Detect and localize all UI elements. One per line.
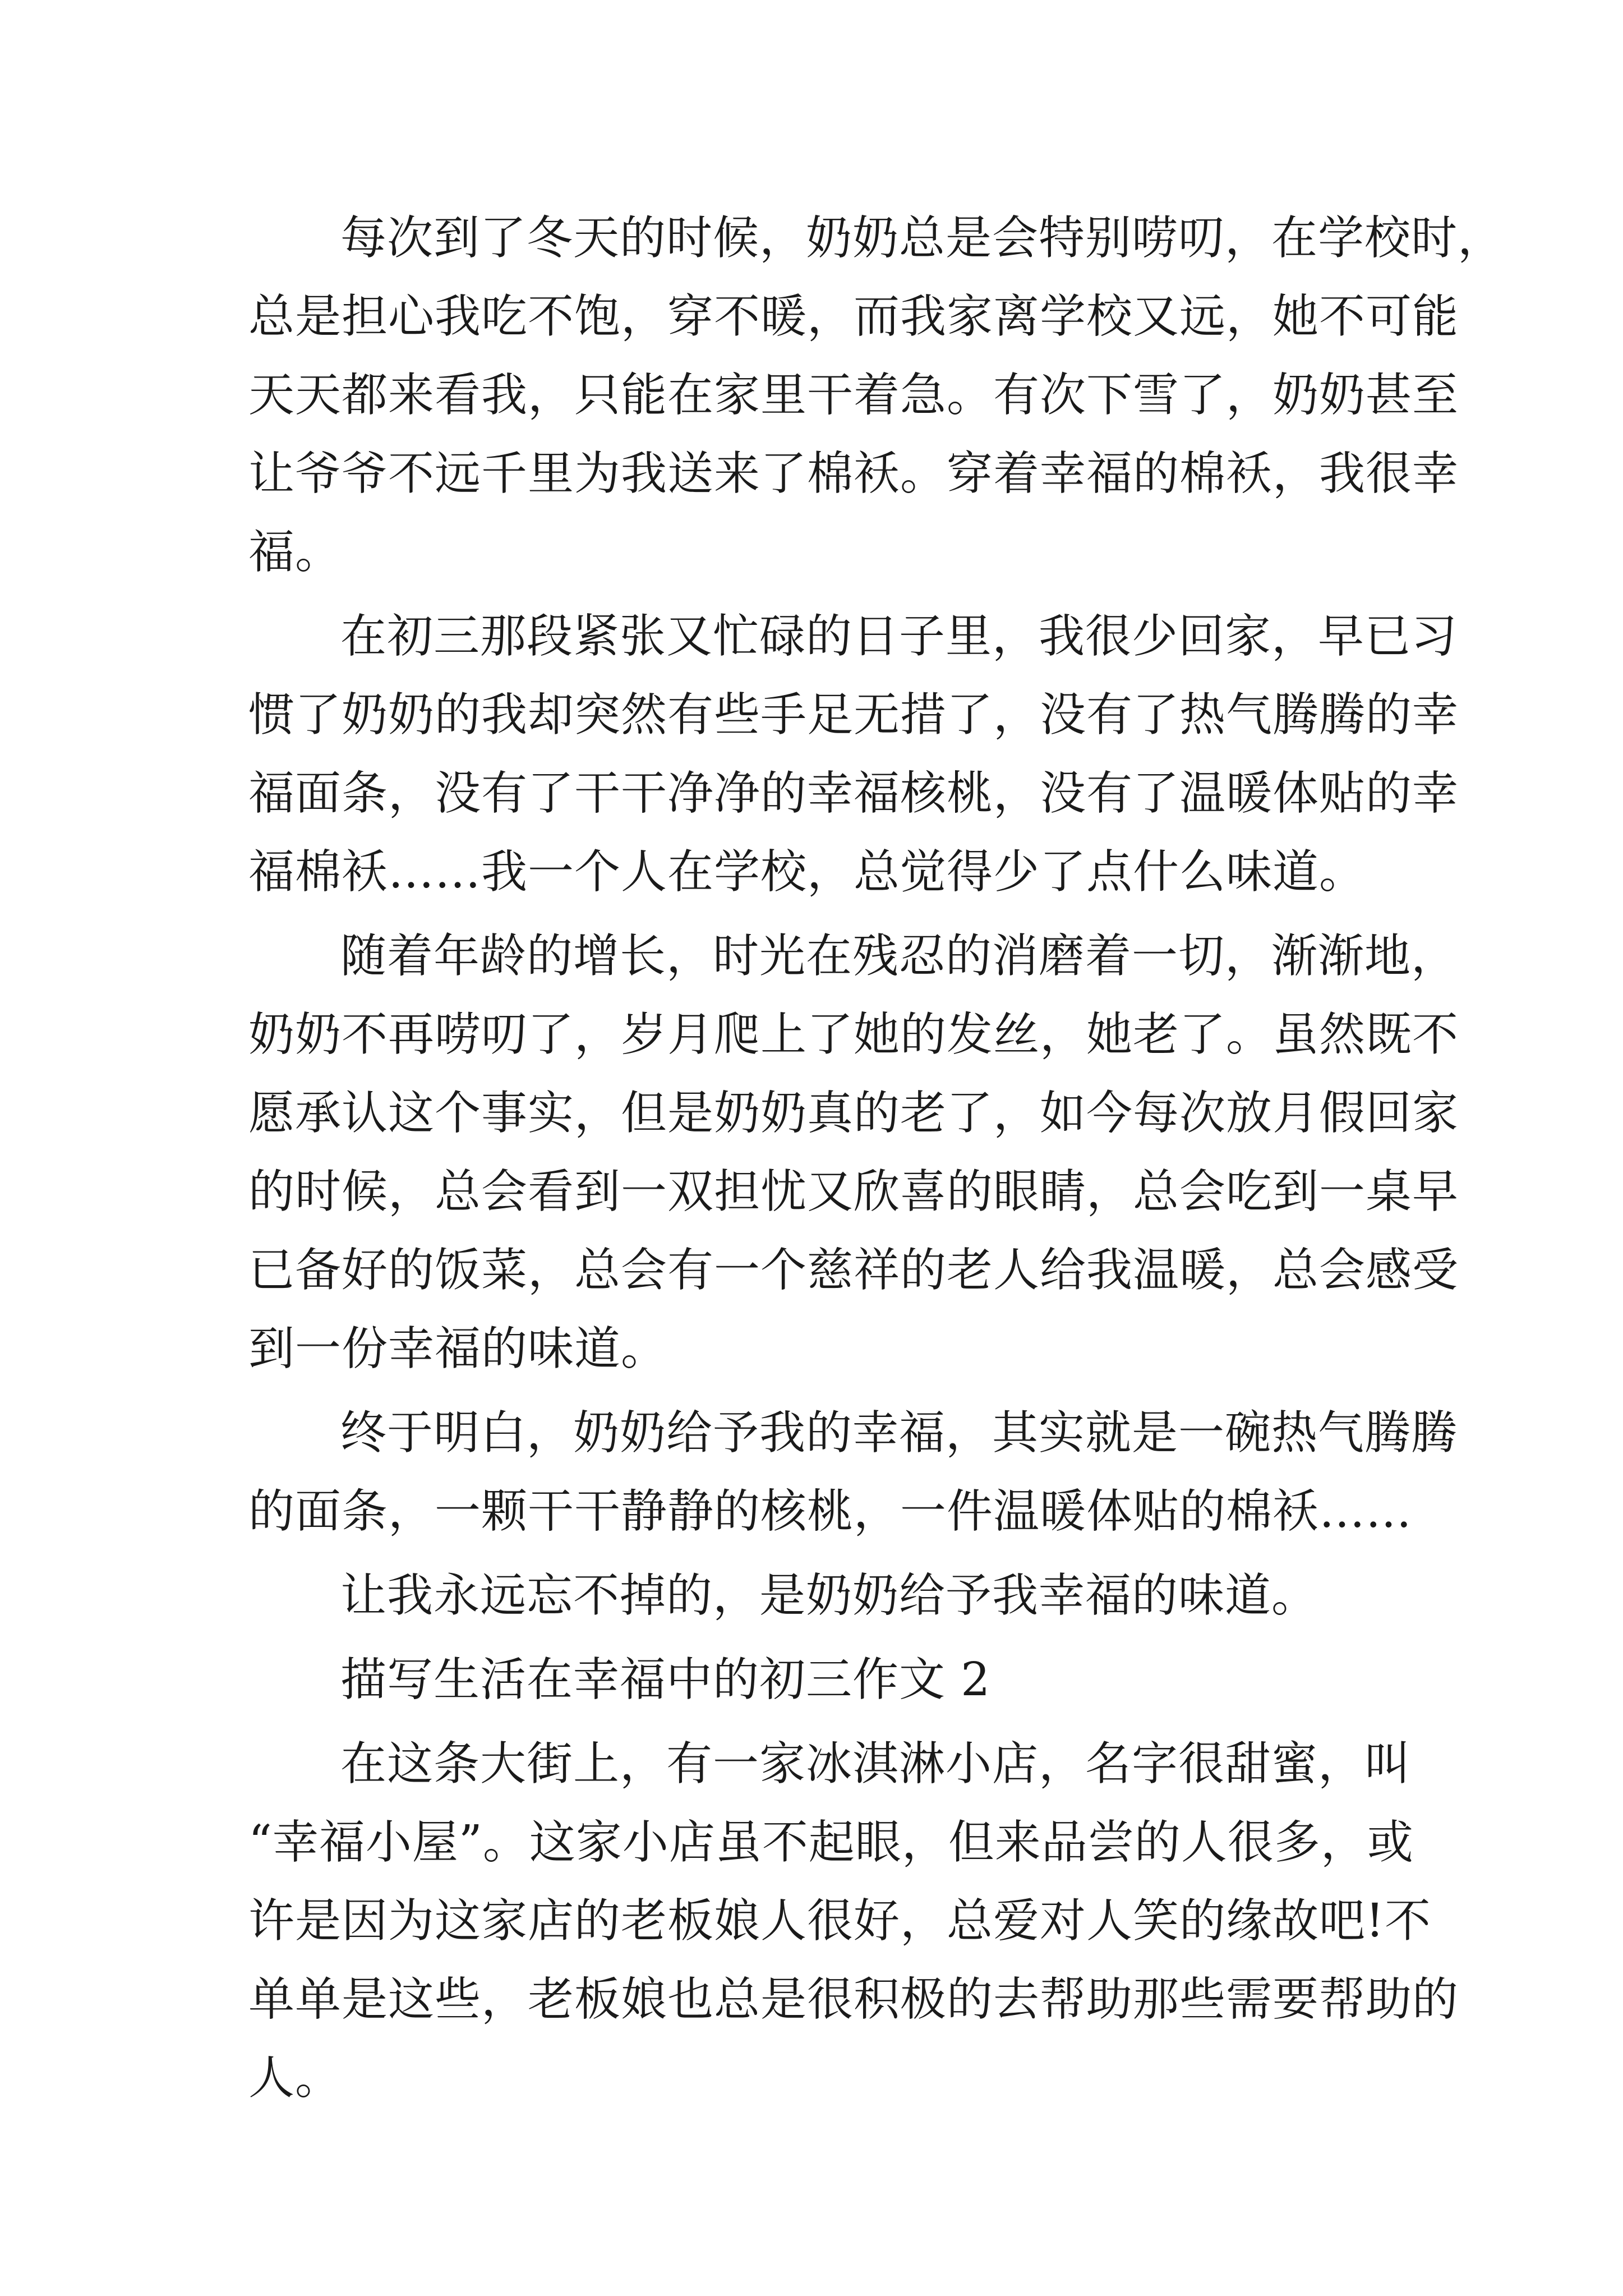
text-line: 随着年龄的增长，时光在残忍的消磨着一切，渐渐地， [340,930,1458,983]
text-line: 天天都来看我，只能在家里干着急。有次下雪了，奶奶甚至 [248,369,1459,422]
text-line: 的面条，一颗干干静静的核桃，一件温暖体贴的棉袄…… [248,1485,1413,1538]
text-line: 的时候，总会看到一双担忧又欣喜的眼睛，总会吃到一桌早 [248,1165,1459,1218]
text-line: 让我永远忘不掉的，是奶奶给予我幸福的味道。 [340,1569,1318,1622]
text-line: 终于明白，奶奶给予我的幸福，其实就是一碗热气腾腾 [340,1406,1458,1460]
text-line: 每次到了冬天的时候，奶奶总是会特别唠叨，在学校时， [340,211,1505,265]
text-line: 在这条大街上，有一家冰淇淋小店，名字很甜蜜，叫 [340,1737,1412,1791]
text-line: 许是因为这家店的老板娘人很好，总爱对人笑的缘故吧!不 [248,1894,1431,1948]
text-line: 到一份幸福的味道。 [248,1322,668,1375]
text-line: 愿承认这个事实，但是奶奶真的老了，如今每次放月假回家 [248,1087,1459,1140]
text-line: 已备好的饭菜，总会有一个慈祥的老人给我温暖，总会感受 [248,1244,1459,1297]
text-line: 惯了奶奶的我却突然有些手足无措了，没有了热气腾腾的幸 [248,688,1459,742]
text-line: 单单是这些，老板娘也总是很积极的去帮助那些需要帮助的 [248,1973,1459,2026]
section-heading: 描写生活在幸福中的初三作文 2 [340,1653,991,1706]
text-line: 总是担心我吃不饱，穿不暖，而我家离学校又远，她不可能 [248,290,1459,343]
text-line: 福。 [248,526,342,579]
text-line: 让爷爷不远千里为我送来了棉袄。穿着幸福的棉袄，我很幸 [248,447,1459,500]
text-line: 福面条，没有了干干净净的幸福核桃，没有了温暖体贴的幸 [248,767,1459,820]
text-line: 福棉袄……我一个人在学校，总觉得少了点什么味道。 [248,845,1366,899]
text-line: 人。 [248,2051,342,2105]
text-line: 奶奶不再唠叨了，岁月爬上了她的发丝，她老了。虽然既不 [248,1008,1459,1061]
text-line: “幸福小屋”。这家小店虽不起眼，但来品尝的人很多，或 [248,1816,1414,1869]
text-line: 在初三那段紧张又忙碌的日子里，我很少回家，早已习 [340,610,1458,663]
